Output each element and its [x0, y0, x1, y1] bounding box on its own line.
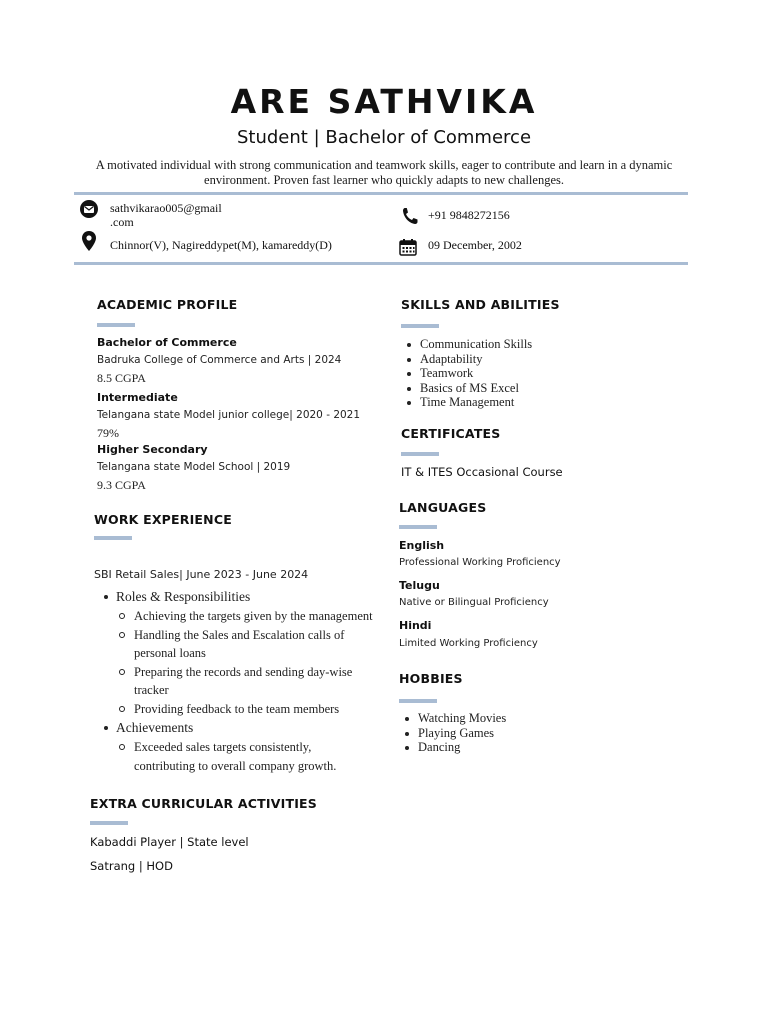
hobby-item: Watching Movies — [398, 711, 506, 726]
role-item-3: Preparing the records and sending day-wise tracker — [96, 663, 364, 700]
hobbies-list — [398, 711, 506, 755]
skill-item: Communication Skills — [400, 337, 532, 352]
role-item-4: Providing feedback to the team members — [96, 700, 396, 719]
address-text: Chinnor(V), Nagireddypet(M), kamareddy(D) — [110, 238, 332, 252]
academic-score-1: 8.5 CGPA — [97, 371, 146, 385]
hobby-item: Dancing — [398, 740, 506, 755]
skills-list — [400, 337, 532, 410]
calendar-icon — [399, 238, 417, 261]
languages-heading-bar — [399, 525, 437, 529]
language-name-3: Hindi — [399, 619, 432, 632]
hobby-item: Playing Games — [398, 726, 506, 741]
skill-item: Teamwork — [400, 366, 532, 381]
academic-score-2: 79% — [97, 426, 119, 440]
header-divider-top — [74, 192, 688, 195]
header-divider-bottom — [74, 262, 688, 265]
hobbies-heading-bar — [399, 699, 437, 703]
extra-item-2: Satrang | HOD — [90, 859, 173, 873]
resume-title: Student | Bachelor of Commerce — [236, 127, 532, 148]
skill-item: Basics of MS Excel — [400, 381, 532, 396]
summary-text: A motivated individual with strong communication and teamwork skills, eager to contribute and learn in a dynamic environment. Proven fast learner who quickly adapts to new challenges. — [95, 158, 673, 187]
extra-heading-bar — [90, 821, 128, 825]
academic-degree-3: Higher Secondary — [97, 443, 208, 456]
resume-name: ARE SATHVIKA — [230, 82, 538, 121]
roles-label: Roles & Responsibilities — [96, 587, 396, 607]
role-item-2: Handling the Sales and Escalation calls of personal loans — [96, 626, 364, 663]
academic-score-3: 9.3 CGPA — [97, 478, 146, 492]
work-heading: WORK EXPERIENCE — [94, 512, 232, 527]
work-heading-bar — [94, 536, 132, 540]
academic-heading-bar — [97, 323, 135, 327]
job-title: SBI Retail Sales| June 2023 - June 2024 — [94, 568, 309, 581]
academic-heading: ACADEMIC PROFILE — [97, 297, 238, 312]
email-text[interactable] — [110, 201, 222, 229]
language-level-3: Limited Working Proficiency — [399, 638, 538, 649]
skills-heading-bar — [401, 324, 439, 328]
language-name-1: English — [399, 539, 445, 552]
skill-item: Adaptability — [400, 352, 532, 367]
certificate-item-1: IT & ITES Occasional Course — [401, 465, 563, 479]
extra-heading: EXTRA CURRICULAR ACTIVITIES — [90, 796, 317, 811]
academic-institution-3: Telangana state Model School | 2019 — [97, 461, 291, 473]
certificates-heading: CERTIFICATES — [401, 426, 501, 441]
academic-degree-2: Intermediate — [97, 391, 178, 404]
email-line-2: .com — [110, 215, 134, 229]
role-item-1: Achieving the targets given by the management — [96, 607, 396, 626]
work-details — [96, 587, 396, 775]
extra-item-1: Kabaddi Player | State level — [90, 835, 249, 849]
certificates-heading-bar — [401, 452, 439, 456]
skill-item: Time Management — [400, 395, 532, 410]
academic-institution-1: Badruka College of Commerce and Arts | 2024 — [97, 354, 342, 366]
email-line-1: sathvikarao005@gmail — [110, 201, 222, 215]
location-pin-icon — [82, 231, 96, 256]
language-name-2: Telugu — [399, 579, 440, 592]
languages-heading: LANGUAGES — [399, 500, 487, 515]
language-level-1: Professional Working Proficiency — [399, 557, 561, 568]
dob-text: 09 December, 2002 — [428, 238, 522, 252]
language-level-2: Native or Bilingual Proficiency — [399, 597, 549, 608]
achievement-item-1: Exceeded sales targets consistently, contributing to overall company growth. — [96, 738, 364, 775]
academic-degree-1: Bachelor of Commerce — [97, 336, 237, 349]
email-icon — [80, 200, 98, 223]
achievements-label: Achievements — [96, 718, 396, 738]
phone-text[interactable]: +91 9848272156 — [428, 208, 510, 222]
phone-icon — [402, 207, 418, 230]
hobbies-heading: HOBBIES — [399, 671, 463, 686]
academic-institution-2: Telangana state Model junior college| 2020 - 2021 — [97, 409, 361, 421]
skills-heading: SKILLS AND ABILITIES — [401, 297, 560, 312]
